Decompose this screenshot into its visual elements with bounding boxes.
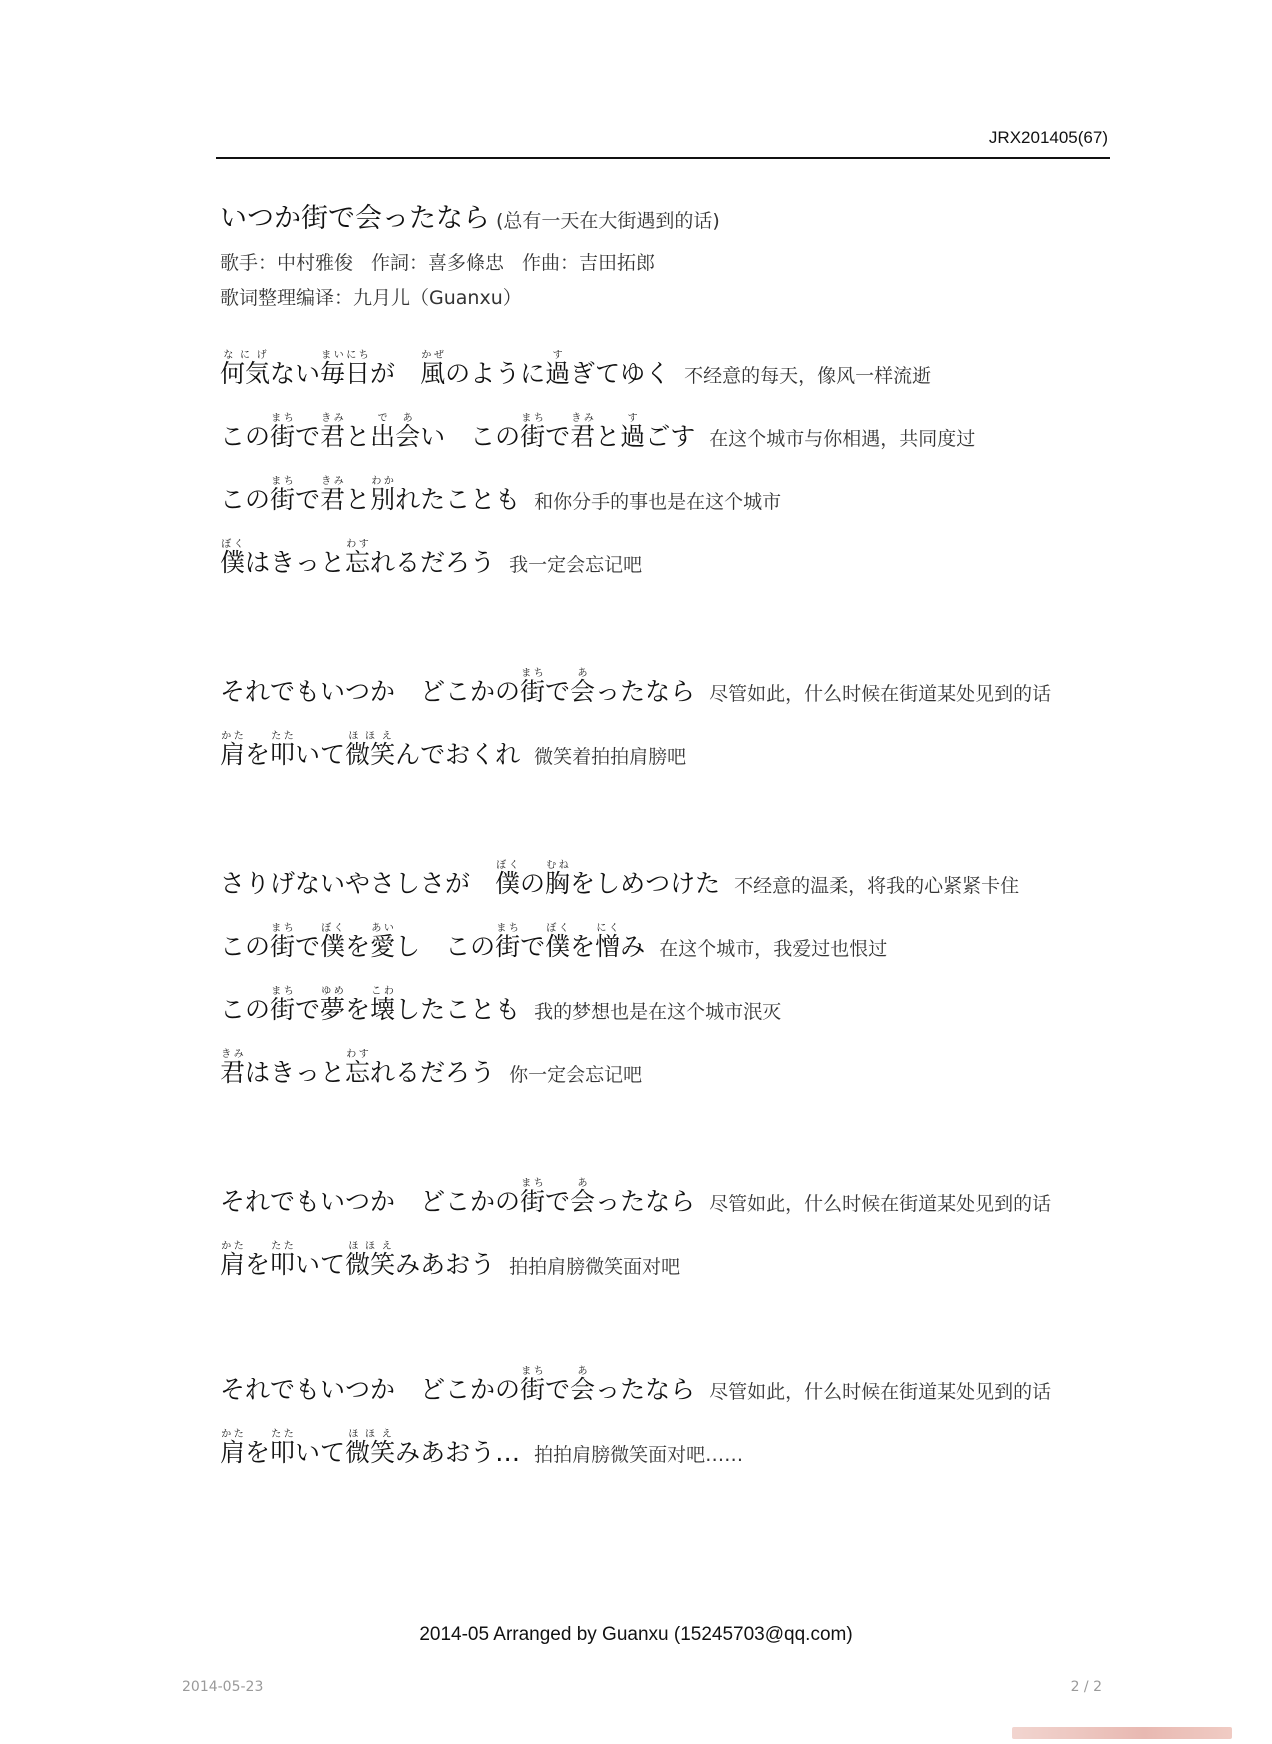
furigana-reading: あ <box>570 668 596 679</box>
furigana-word: 肩かた <box>220 731 246 769</box>
song-title-cn: (总有一天在大街遇到的话) <box>496 210 720 232</box>
furigana-word: 叩たた <box>270 731 296 769</box>
lyric-text: れたことも <box>395 485 521 514</box>
lyric-text: と <box>345 422 371 451</box>
furigana-word: 街まち <box>270 413 296 451</box>
furigana-reading: きみ <box>320 476 346 487</box>
furigana-reading: たた <box>270 731 296 742</box>
lyric-translation: 在这个城市，我爱过也恨过 <box>659 938 888 960</box>
header-rule <box>216 157 1110 159</box>
lyric-text: この <box>220 932 271 961</box>
furigana-word: 叩たた <box>270 1241 296 1279</box>
furigana-reading: なにげ <box>220 350 270 361</box>
furigana-reading: ぼく <box>220 539 246 550</box>
lyric-text: みあおう… <box>395 1438 521 1467</box>
page-number: 2 / 2 <box>1070 1679 1102 1695</box>
furigana-word: 会あ <box>570 1366 596 1404</box>
furigana-word: 過す <box>545 350 571 388</box>
lyric-text: いて <box>295 1438 346 1467</box>
lyric-text: を <box>245 1250 271 1279</box>
lyric-line <box>220 986 781 1026</box>
furigana-reading: わか <box>370 476 396 487</box>
lyric-text: と <box>595 422 621 451</box>
lyric-line <box>220 350 931 390</box>
furigana-word: 街まち <box>520 668 546 706</box>
furigana-reading: にく <box>595 923 621 934</box>
lyric-text: をしめつけた <box>570 869 721 898</box>
lyric-text: ごす <box>645 422 696 451</box>
lyric-translation: 不经意的温柔，将我的心紧紧卡住 <box>734 875 1020 897</box>
furigana-reading: まち <box>270 476 296 487</box>
furigana-reading: ほほえ <box>345 1241 396 1252</box>
lyric-text: いて <box>295 740 346 769</box>
lyric-text: この <box>220 422 271 451</box>
lyric-text: したことも <box>395 995 521 1024</box>
lyric-text: んでおくれ <box>395 740 521 769</box>
furigana-word: 何気なにげ <box>220 350 271 388</box>
furigana-reading: わす <box>345 1049 371 1060</box>
lyric-japanese <box>220 1429 521 1467</box>
lyric-text: れるだろう <box>370 548 496 577</box>
lyric-line <box>220 1366 1051 1406</box>
lyric-line <box>220 476 781 516</box>
lyric-japanese <box>220 1178 696 1216</box>
furigana-word: 風かぜ <box>420 350 446 388</box>
furigana-word: 忘わす <box>345 539 371 577</box>
furigana-word: 微笑ほほえ <box>345 1241 396 1279</box>
lyric-text: で <box>520 932 546 961</box>
furigana-word: 君きみ <box>320 476 346 514</box>
lyric-translation: 尽管如此，什么时候在街道某处见到的话 <box>709 1381 1052 1403</box>
lyric-translation: 你一定会忘记吧 <box>509 1064 643 1086</box>
furigana-reading: まち <box>520 668 546 679</box>
furigana-word: 微笑ほほえ <box>345 731 396 769</box>
furigana-reading: ほほえ <box>345 731 396 742</box>
furigana-reading: まち <box>520 1178 546 1189</box>
furigana-reading: たた <box>270 1241 296 1252</box>
furigana-reading: かた <box>220 1429 246 1440</box>
lyric-text: はきっと <box>245 548 346 577</box>
furigana-reading: まち <box>270 413 296 424</box>
lyric-line <box>220 1241 680 1281</box>
lyric-line <box>220 413 975 453</box>
lyric-japanese <box>220 1049 496 1087</box>
document-code: JRX201405(67) <box>988 128 1108 147</box>
lyric-text: それでもいつか どこかの <box>220 1187 521 1216</box>
lyric-text: と <box>345 485 371 514</box>
furigana-reading: あい <box>370 923 396 934</box>
furigana-reading: かぜ <box>420 350 446 361</box>
furigana-reading: であ <box>370 413 421 424</box>
furigana-word: 忘わす <box>345 1049 371 1087</box>
lyric-japanese <box>220 350 671 388</box>
lyric-line <box>220 539 642 579</box>
furigana-reading: ほほえ <box>345 1429 396 1440</box>
footer-date: 2014-05-23 <box>182 1679 264 1695</box>
lyric-japanese <box>220 860 721 898</box>
furigana-word: 君きみ <box>320 413 346 451</box>
lyric-japanese <box>220 413 696 451</box>
furigana-word: 壊こわ <box>370 986 396 1024</box>
lyric-line <box>220 1178 1051 1218</box>
lyric-translation: 微笑着拍拍肩膀吧 <box>534 746 687 768</box>
lyric-text: みあおう <box>395 1250 496 1279</box>
lyric-text: ぎてゆく <box>570 359 671 388</box>
furigana-reading: まち <box>495 923 521 934</box>
furigana-reading: きみ <box>220 1049 246 1060</box>
furigana-word: 君きみ <box>570 413 596 451</box>
lyric-text: み <box>620 932 646 961</box>
furigana-word: 愛あい <box>370 923 396 961</box>
furigana-reading: きみ <box>320 413 346 424</box>
furigana-reading: まち <box>270 986 296 997</box>
furigana-word: 別わか <box>370 476 396 514</box>
furigana-reading: きみ <box>570 413 596 424</box>
song-title-jp: いつか街で会ったなら <box>220 203 490 234</box>
furigana-reading: ぼく <box>320 923 346 934</box>
lyric-text: で <box>545 1187 571 1216</box>
furigana-word: 街まち <box>495 923 521 961</box>
furigana-word: 肩かた <box>220 1429 246 1467</box>
composer: 作曲：吉田拓郎 <box>522 252 656 274</box>
lyric-japanese <box>220 539 496 577</box>
lyric-translation: 在这个城市与你相遇，共同度过 <box>709 428 976 450</box>
lyric-translation: 和你分手的事也是在这个城市 <box>534 491 782 513</box>
lyric-text: を <box>345 995 371 1024</box>
lyric-text: ない <box>270 359 321 388</box>
furigana-reading: かた <box>220 731 246 742</box>
lyric-translation: 尽管如此，什么时候在街道某处见到的话 <box>709 1193 1052 1215</box>
lyric-text: れるだろう <box>370 1058 496 1087</box>
furigana-reading: まち <box>520 413 546 424</box>
footer-credit: 2014-05 Arranged by Guanxu (15245703@qq.com) <box>419 1624 853 1645</box>
song-credits <box>220 248 655 275</box>
lyric-text: し この <box>395 932 496 961</box>
lyric-translation: 拍拍肩膀微笑面对吧 <box>509 1256 681 1278</box>
furigana-word: 僕ぼく <box>545 923 571 961</box>
furigana-word: 叩たた <box>270 1429 296 1467</box>
lyric-translation: 拍拍肩膀微笑面对吧…… <box>534 1444 744 1466</box>
lyric-text: ったなら <box>595 1375 696 1404</box>
arranger: 歌词整理编译：九月儿（Guanxu） <box>220 287 522 309</box>
furigana-word: 夢ゆめ <box>320 986 346 1024</box>
furigana-word: 君きみ <box>220 1049 246 1087</box>
lyric-text: で <box>295 995 321 1024</box>
furigana-reading: かた <box>220 1241 246 1252</box>
lyric-translation: 我一定会忘记吧 <box>509 554 643 576</box>
furigana-word: 街まち <box>520 1366 546 1404</box>
lyric-line <box>220 860 1019 900</box>
furigana-word: 街まち <box>270 476 296 514</box>
lyric-text: で <box>545 677 571 706</box>
lyric-text: が <box>370 359 421 388</box>
furigana-reading: まいにち <box>320 350 371 361</box>
lyric-text: を <box>345 932 371 961</box>
lyric-line <box>220 1429 743 1469</box>
lyric-line <box>220 731 686 771</box>
furigana-word: 過す <box>620 413 646 451</box>
furigana-word: 出会であ <box>370 413 421 451</box>
lyric-text: はきっと <box>245 1058 346 1087</box>
lyric-text: を <box>245 740 271 769</box>
lyric-text: を <box>245 1438 271 1467</box>
furigana-word: 街まち <box>520 413 546 451</box>
lyric-text: さりげないやさしさが <box>220 869 496 898</box>
lyricist: 作詞：喜多條忠 <box>371 252 505 274</box>
lyric-text: を <box>570 932 596 961</box>
furigana-reading: たた <box>270 1429 296 1440</box>
site-watermark <box>1012 1727 1232 1739</box>
lyric-japanese <box>220 1241 496 1279</box>
furigana-word: 僕ぼく <box>320 923 346 961</box>
lyric-text: い この <box>420 422 521 451</box>
furigana-reading: まち <box>270 923 296 934</box>
lyric-text: それでもいつか どこかの <box>220 1375 521 1404</box>
lyric-japanese <box>220 668 696 706</box>
furigana-word: 憎にく <box>595 923 621 961</box>
lyric-japanese <box>220 923 646 961</box>
lyric-text: ったなら <box>595 677 696 706</box>
furigana-word: 僕ぼく <box>220 539 246 577</box>
furigana-word: 胸むね <box>545 860 571 898</box>
lyric-translation: 我的梦想也是在这个城市泯灭 <box>534 1001 782 1023</box>
song-title <box>220 196 720 235</box>
lyric-text: この <box>220 485 271 514</box>
furigana-reading: むね <box>545 860 571 871</box>
lyric-japanese <box>220 731 521 769</box>
furigana-reading: あ <box>570 1178 596 1189</box>
lyric-text: いて <box>295 1250 346 1279</box>
singer: 歌手：中村雅俊 <box>220 252 354 274</box>
furigana-reading: あ <box>570 1366 596 1377</box>
lyric-japanese <box>220 476 521 514</box>
lyric-line <box>220 1049 642 1089</box>
furigana-reading: わす <box>345 539 371 550</box>
furigana-reading: ぼく <box>495 860 521 871</box>
lyric-text: のように <box>445 359 546 388</box>
furigana-word: 会あ <box>570 1178 596 1216</box>
furigana-word: 僕ぼく <box>495 860 521 898</box>
lyric-translation: 尽管如此，什么时候在街道某处见到的话 <box>709 683 1052 705</box>
lyric-text: で <box>545 422 571 451</box>
furigana-word: 微笑ほほえ <box>345 1429 396 1467</box>
furigana-reading: ぼく <box>545 923 571 934</box>
lyric-text: で <box>295 932 321 961</box>
lyric-text: で <box>295 422 321 451</box>
lyric-text: この <box>220 995 271 1024</box>
furigana-word: 街まち <box>520 1178 546 1216</box>
furigana-word: 街まち <box>270 986 296 1024</box>
lyric-text: の <box>520 869 546 898</box>
furigana-word: 街まち <box>270 923 296 961</box>
furigana-reading: こわ <box>370 986 396 997</box>
lyric-line <box>220 668 1051 708</box>
furigana-word: 会あ <box>570 668 596 706</box>
lyric-text: ったなら <box>595 1187 696 1216</box>
furigana-reading: ゆめ <box>320 986 346 997</box>
furigana-word: 毎日まいにち <box>320 350 371 388</box>
lyric-translation: 不经意的每天，像风一样流逝 <box>684 365 932 387</box>
lyric-text: で <box>545 1375 571 1404</box>
lyric-japanese <box>220 1366 696 1404</box>
lyric-text: で <box>295 485 321 514</box>
lyric-japanese <box>220 986 521 1024</box>
furigana-reading: す <box>545 350 571 361</box>
furigana-reading: す <box>620 413 646 424</box>
furigana-word: 肩かた <box>220 1241 246 1279</box>
lyric-line <box>220 923 887 963</box>
furigana-reading: まち <box>520 1366 546 1377</box>
lyric-text: それでもいつか どこかの <box>220 677 521 706</box>
